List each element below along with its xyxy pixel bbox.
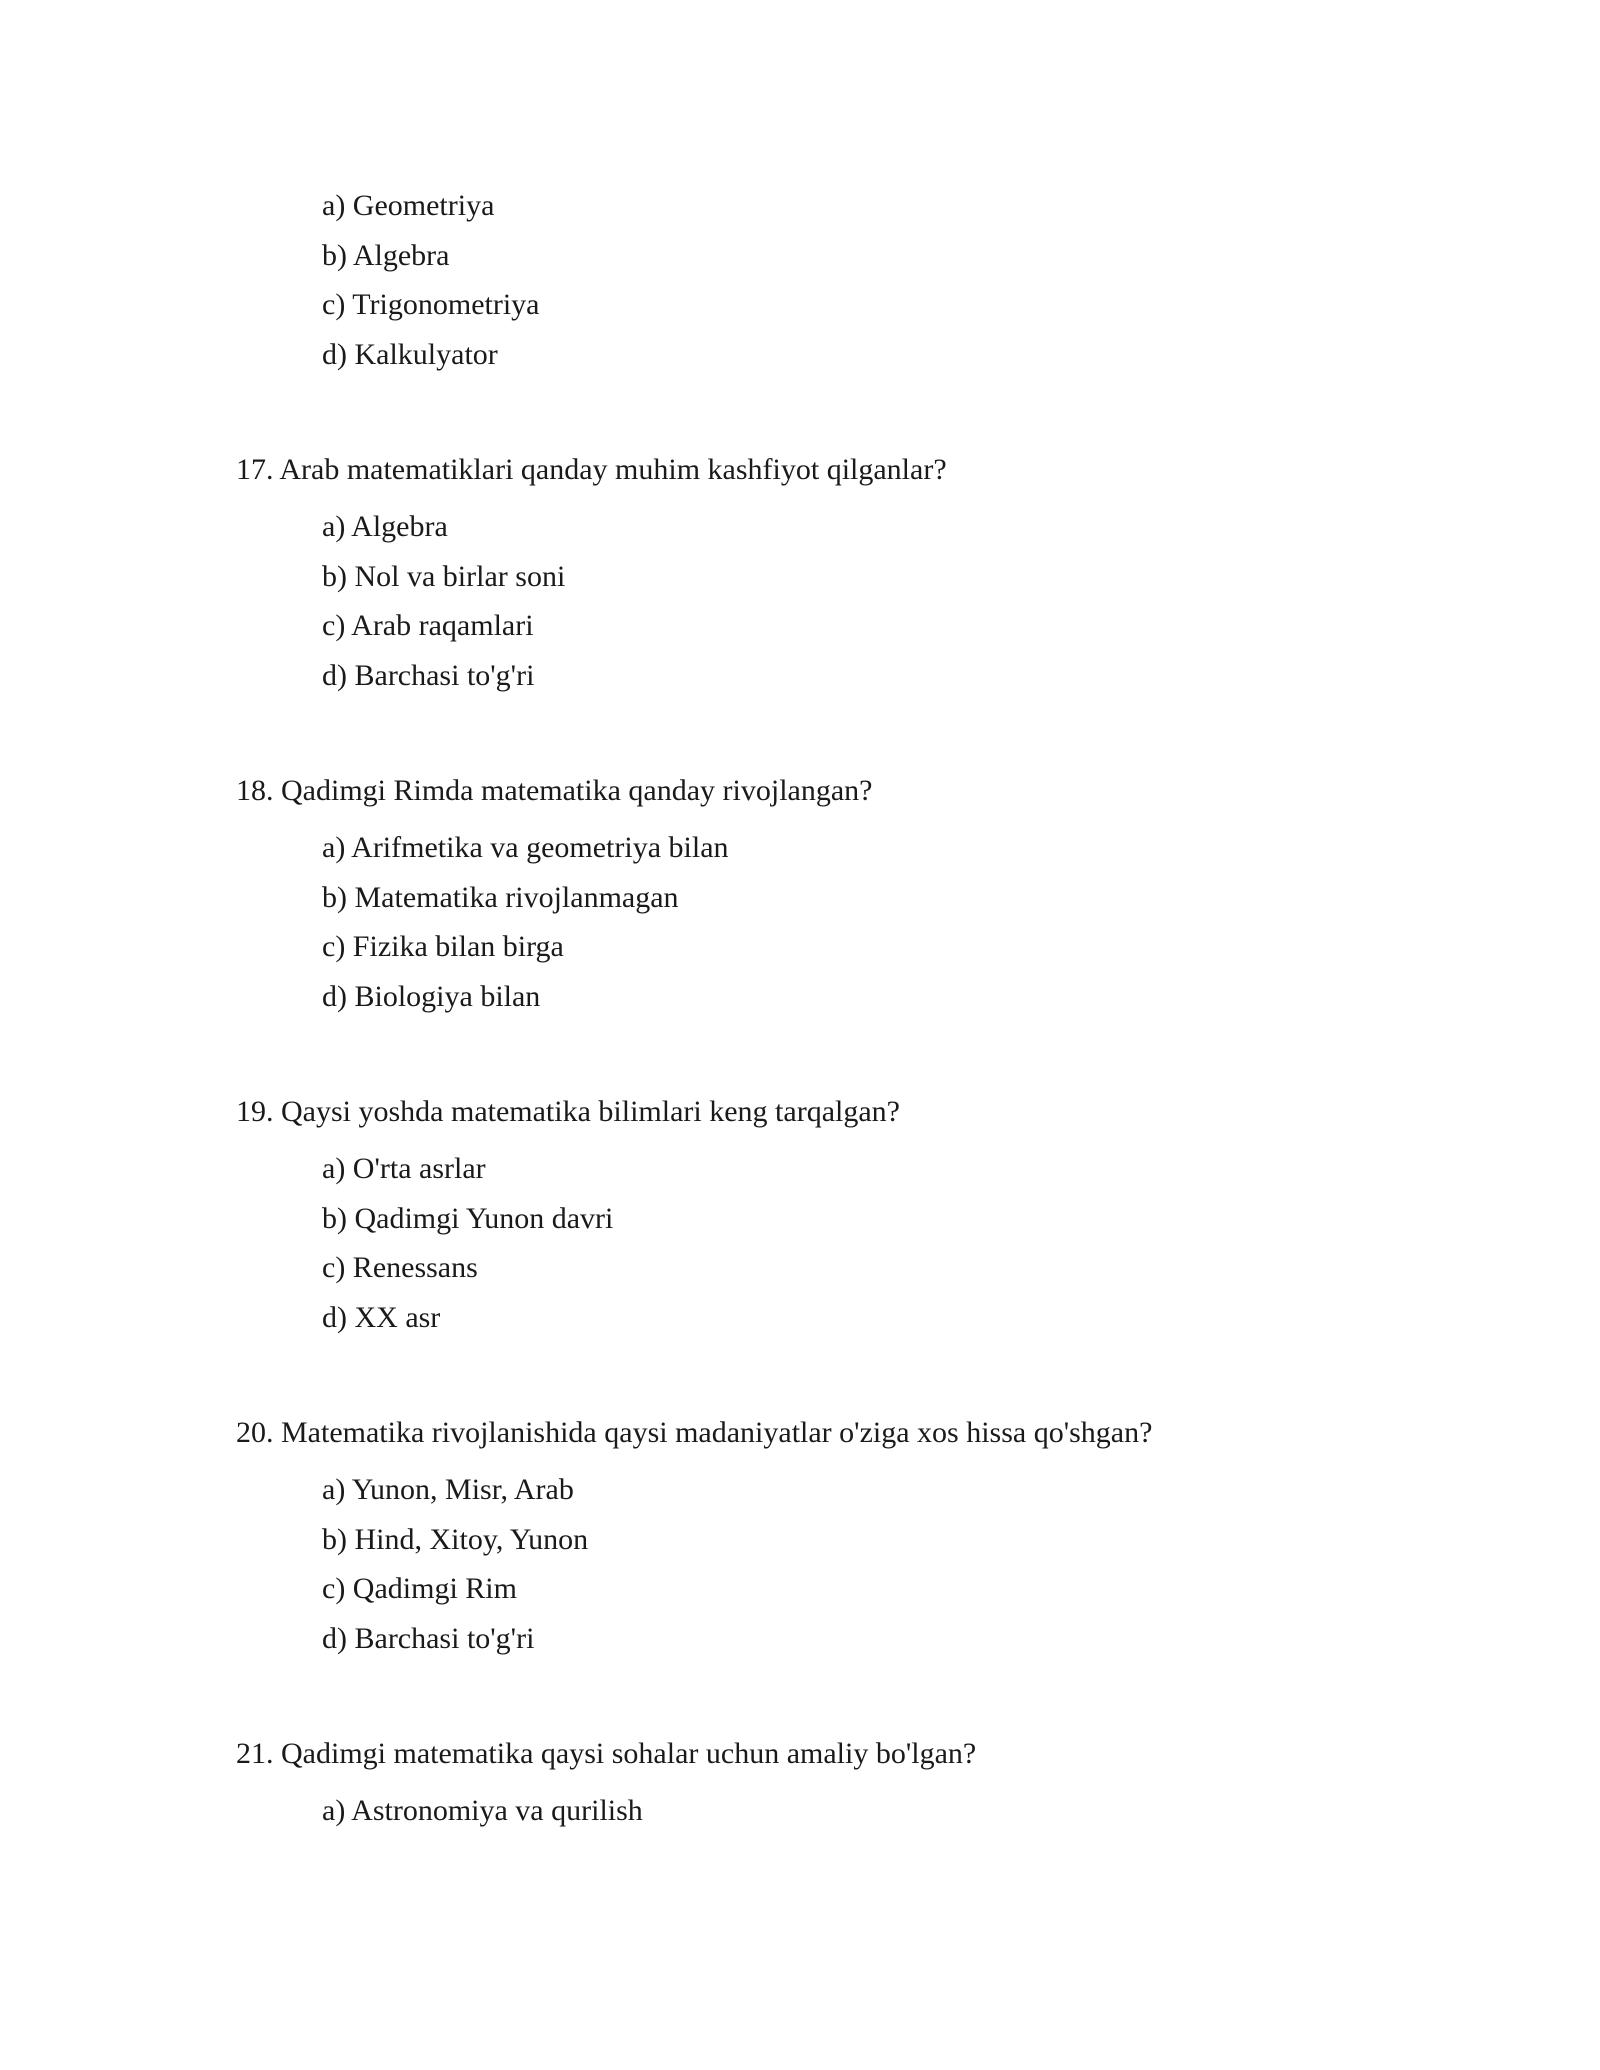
question-text: 20. Matematika rivojlanishida qaysi madaniyatlar o'ziga xos hissa qo'shgan? xyxy=(236,1416,1153,1449)
option-c: c) Qadimgi Rim xyxy=(322,1572,517,1605)
leading-options-list xyxy=(236,186,1486,384)
question-text: 17. Arab matematiklari qanday muhim kashfiyot qilganlar? xyxy=(236,453,947,486)
option-b: b) Algebra xyxy=(322,238,450,272)
question-17 xyxy=(236,450,1486,705)
question-18 xyxy=(236,771,1486,1026)
option-d: d) XX asr xyxy=(322,1300,441,1334)
question-20 xyxy=(236,1413,1486,1668)
option-a: a) Arifmetika va geometriya bilan xyxy=(322,831,729,864)
document-text xyxy=(236,186,1486,1841)
option-b: b) Hind, Xitoy, Yunon xyxy=(322,1522,589,1556)
question-21 xyxy=(236,1734,1486,1841)
option-d: d) Barchasi to'g'ri xyxy=(322,658,535,692)
option-a: a) Astronomiya va qurilish xyxy=(322,1794,643,1827)
option-b: b) Matematika rivojlanmagan xyxy=(322,880,679,914)
question-text: 21. Qadimgi matematika qaysi sohalar uchun amaliy bo'lgan? xyxy=(236,1737,977,1770)
question-19 xyxy=(236,1092,1486,1347)
option-a: a) O'rta asrlar xyxy=(322,1152,486,1185)
option-d: d) Kalkulyator xyxy=(322,337,498,371)
option-c: c) Fizika bilan birga xyxy=(322,930,564,963)
option-b: b) Nol va birlar soni xyxy=(322,559,566,593)
option-a: a) Yunon, Misr, Arab xyxy=(322,1473,574,1506)
option-d: d) Biologiya bilan xyxy=(322,979,541,1013)
option-c: c) Arab raqamlari xyxy=(322,609,534,642)
option-d: d) Barchasi to'g'ri xyxy=(322,1621,535,1655)
option-a: a) Geometriya xyxy=(322,189,495,222)
question-text: 19. Qaysi yoshda matematika bilimlari keng tarqalgan? xyxy=(236,1095,900,1128)
option-a: a) Algebra xyxy=(322,510,448,543)
question-text: 18. Qadimgi Rimda matematika qanday rivojlangan? xyxy=(236,774,873,807)
option-b: b) Qadimgi Yunon davri xyxy=(322,1201,614,1235)
option-c: c) Renessans xyxy=(322,1251,478,1284)
option-c: c) Trigonometriya xyxy=(322,288,540,321)
